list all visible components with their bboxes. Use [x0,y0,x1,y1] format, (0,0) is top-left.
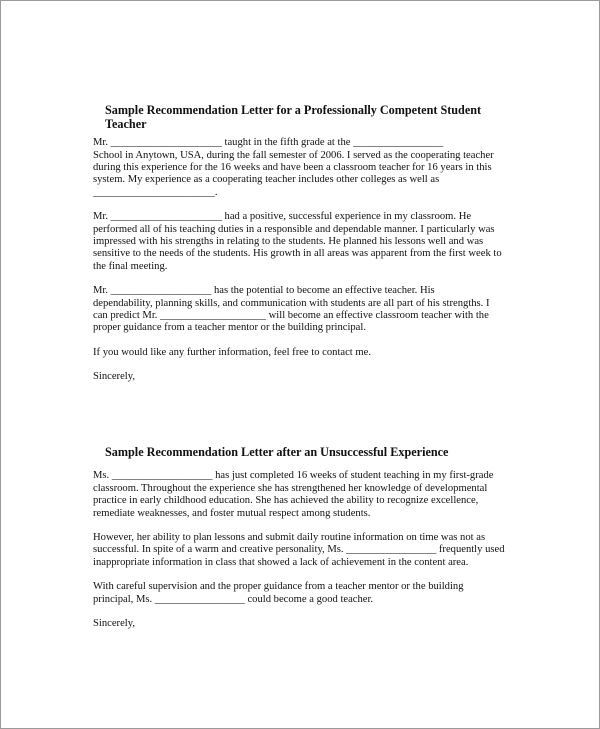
paragraph-line: during this experience for the 16 weeks and have been a classroom teacher for 16 years in this [93,162,492,173]
letter1-title-line2: Teacher [105,116,147,131]
paragraph-line: practice in early childhood education. She has achieved the ability to recognize excellence, [93,495,479,507]
letter1-paragraph4: If you would like any further information, feel free to contact me. [93,346,371,358]
letter1-title [93,104,523,131]
letter1-paragraph1 [93,137,523,199]
paragraph-line: remediate weaknesses, and foster mutual respect among students. [93,507,371,519]
paragraph-line: the final meeting. [93,260,168,272]
letter2-paragraph1 [93,470,523,520]
letter1-title-line1: Sample Recommendation Letter for a Professionally Competent Student [105,103,482,117]
paragraph-line: Ms. ___________________ has just completed 16 weeks of student teaching in my first-grade [93,470,494,482]
paragraph-line: sensitive to the needs of the students. His growth in all areas was apparent from the first week to [93,248,502,260]
paragraph-line: system. My experience as a cooperating teacher includes other colleges as well as [93,174,440,186]
paragraph-line: impressed with his strengths in relating to the students. He planned his lessons well and was [93,236,484,248]
paragraph-line: _______________________. [93,186,218,198]
paragraph-line: However, her ability to plan lessons and submit daily routine information on time was not as [93,531,486,543]
paragraph-line: Mr. _____________________ had a positive, successful experience in my classroom. He [93,211,472,223]
letter1-closing: Sincerely, [93,371,135,383]
paragraph-line: successful. In spite of a warm and creative personality, Ms. _________________ frequently used [93,544,505,556]
paragraph-line: dependability, planning skills, and communication with students are all part of his strengths. I [93,297,490,309]
paragraph-line: With careful supervision and the proper guidance from a teacher mentor or the building [93,581,464,593]
paragraph-line: can predict Mr. ____________________ will become an effective classroom teacher with the [93,310,489,322]
paragraph-line: inappropriate information in class that showed a lack of achievement in the content area. [93,556,469,568]
letter2-paragraph3 [93,581,523,606]
letter1-paragraph3 [93,285,523,335]
paragraph-line: performed all of his teaching duties in a responsible and dependable manner. I particularly was [93,223,495,235]
letter2-title: Sample Recommendation Letter after an Unsuccessful Experience [105,444,449,459]
letter2-closing: Sincerely, [93,617,135,629]
paragraph-line: Mr. _____________________ taught in the fifth grade at the _________________ [93,137,444,149]
paragraph-line: School in Anytown, USA, during the fall semester of 2006. I served as the cooperating teacher [93,149,494,161]
paragraph-line: proper guidance from a teacher mentor or the building principal. [93,322,366,334]
paragraph-line: classroom. Throughout the experience she has strengthened her knowledge of developmental [93,482,488,494]
paragraph-line: Mr. ___________________ has the potential to become an effective teacher. His [93,285,435,297]
paragraph-line: principal, Ms. _________________ could become a good teacher. [93,593,374,605]
letter2-paragraph2 [93,532,523,569]
document-content [93,104,523,630]
letter1-paragraph2 [93,211,523,273]
